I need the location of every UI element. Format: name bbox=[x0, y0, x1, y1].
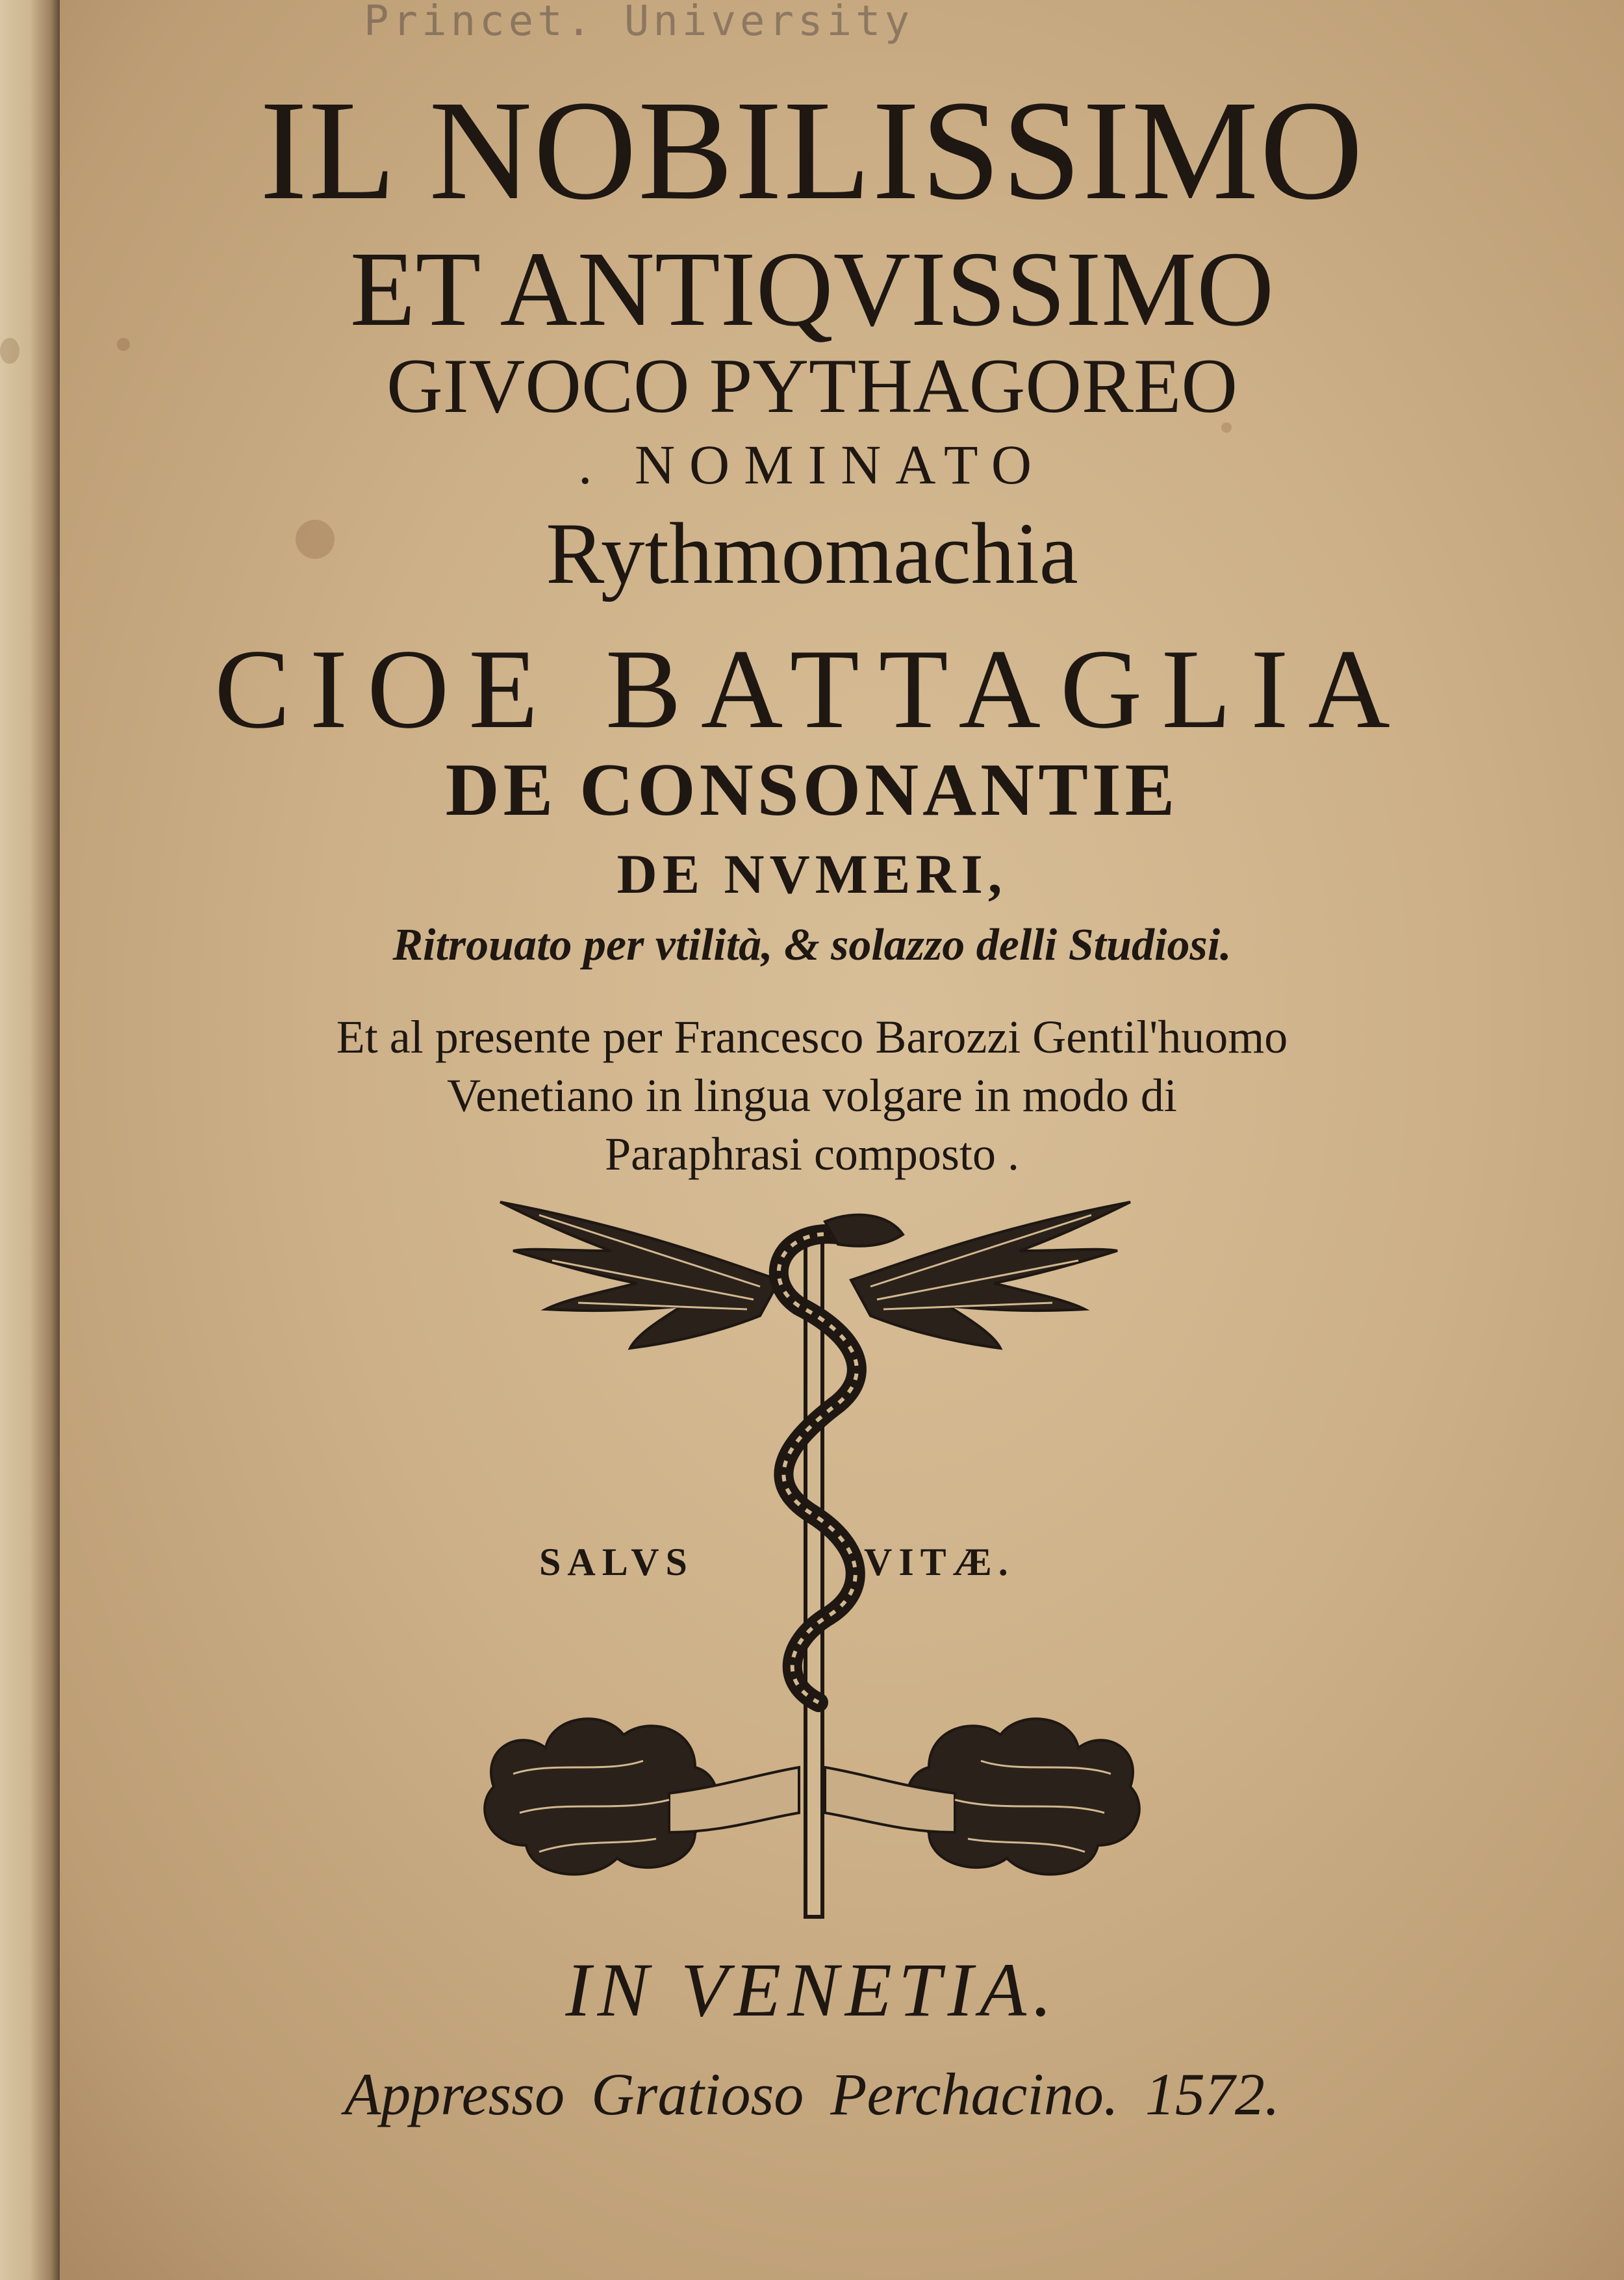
title-line-6: CIOE BATTAGLIA bbox=[214, 626, 1410, 752]
serpent-head bbox=[825, 1215, 903, 1246]
imprint-publisher: Appresso Gratioso Perchacino. 1572. bbox=[344, 2061, 1280, 2127]
title-line-7: DE CONSONANTIE bbox=[445, 749, 1179, 831]
title-line-4: . NOMINATO bbox=[577, 433, 1047, 496]
title-line-8: DE NVMERI, bbox=[616, 843, 1008, 905]
title-line-3: GIVOCO PYTHAGOREO bbox=[387, 342, 1237, 429]
right-cloud-hand bbox=[825, 1719, 1139, 1874]
author-line-2: Venetiano in lingua volgare in modo di bbox=[447, 1070, 1177, 1121]
library-stamp: Princet. University bbox=[364, 0, 914, 45]
left-wing bbox=[500, 1202, 780, 1348]
staff bbox=[806, 1241, 822, 1917]
title-line-5: Rythmomachia bbox=[546, 506, 1078, 602]
imprint-place: IN VENETIA. bbox=[565, 1947, 1059, 2032]
subtitle: Ritrouato per vtilità, & solazzo delli Studiosi. bbox=[392, 920, 1232, 970]
ink-stain bbox=[0, 338, 19, 364]
motto-left: SALVS bbox=[539, 1541, 694, 1583]
title-line-2: ET ANTIQVISSIMO bbox=[349, 229, 1275, 348]
author-line-1: Et al presente per Francesco Barozzi Gentil'huomo bbox=[336, 1011, 1288, 1063]
title-line-1: IL NOBILISSIMO bbox=[259, 71, 1365, 229]
motto-right: VITÆ. bbox=[864, 1541, 1015, 1583]
left-cloud-hand bbox=[485, 1719, 799, 1874]
author-line-3: Paraphrasi composto . bbox=[605, 1128, 1019, 1180]
